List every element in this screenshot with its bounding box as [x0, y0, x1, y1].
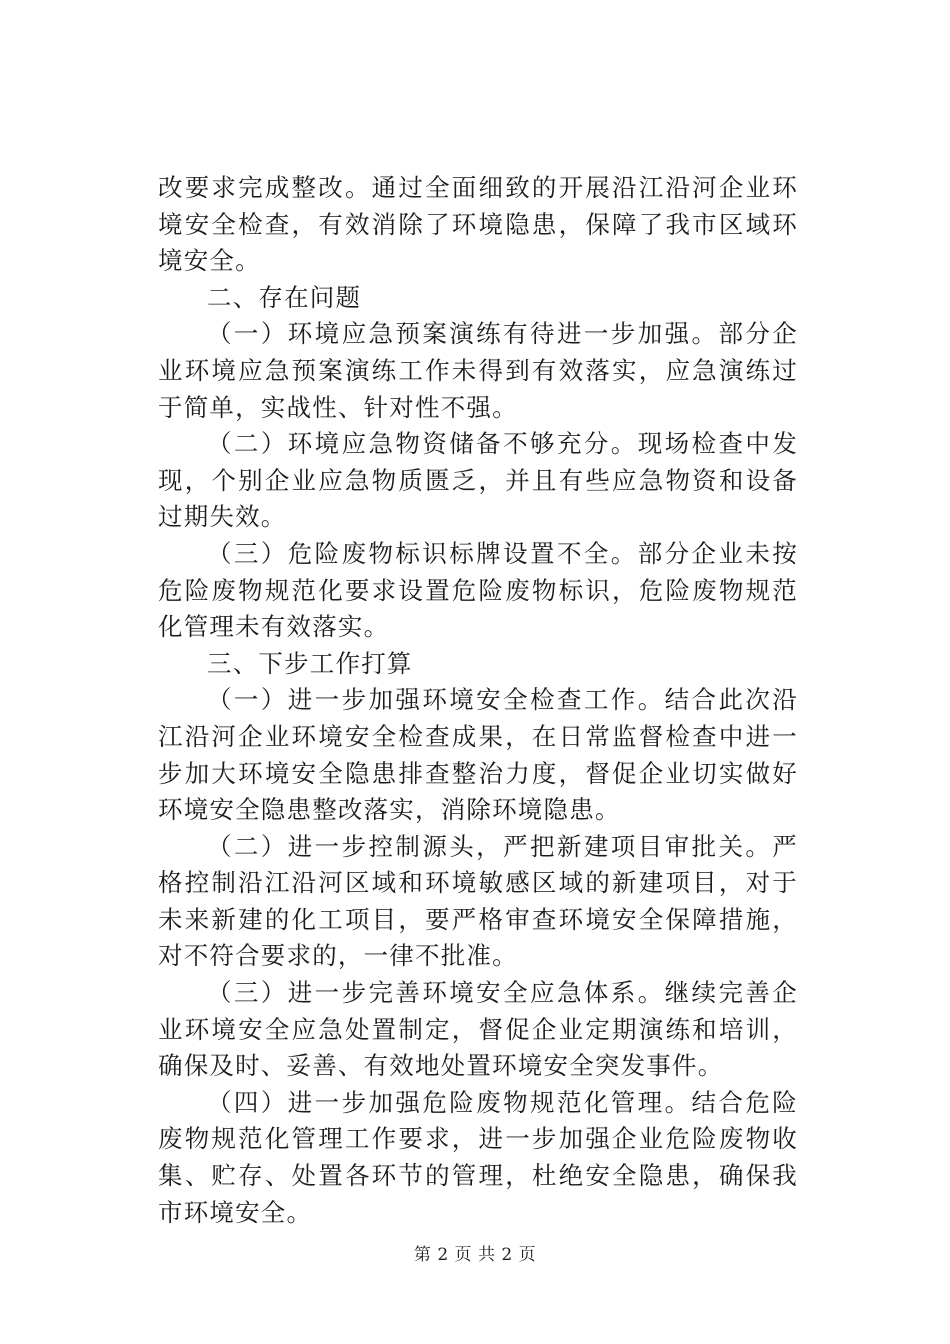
paragraph-problem-3: （三）危险废物标识标牌设置不全。部分企业未按危险废物规范化要求设置危险废物标识，危险废物规范化管理未有效落实。	[158, 538, 798, 642]
document-body	[158, 170, 798, 1231]
paragraph-plan-3: （三）进一步完善环境安全应急体系。继续完善企业环境安全应急处置制定，督促企业定期演练和培训，确保及时、妥善、有效地处置环境安全突发事件。	[158, 978, 798, 1081]
section-heading-problems: 二、存在问题	[207, 282, 362, 312]
paragraph-plan-1: （一）进一步加强环境安全检查工作。结合此次沿江沿河企业环境安全检查成果，在日常监督检查中进一步加大环境安全隐患排查整治力度，督促企业切实做好环境安全隐患整改落实，消除环境隐患。	[158, 685, 798, 825]
page-footer: 第 2 页 共 2 页	[413, 1245, 537, 1265]
paragraph-plan-4: （四）进一步加强危险废物规范化管理。结合危险废物规范化管理工作要求，进一步加强企业危险废物收集、贮存、处置各环节的管理，杜绝安全隐患，确保我市环境安全。	[158, 1087, 798, 1227]
paragraph-intro-continuation: 改要求完成整改。通过全面细致的开展沿江沿河企业环境安全检查，有效消除了环境隐患，保障了我市区域环境安全。	[158, 173, 798, 276]
paragraph-problem-2: （二）环境应急物资储备不够充分。现场检查中发现，个别企业应急物质匮乏，并且有些应急物资和设备过期失效。	[158, 429, 798, 532]
paragraph-plan-2: （二）进一步控制源头，严把新建项目审批关。严格控制沿江沿河区域和环境敏感区域的新建项目，对于未来新建的化工项目，要严格审查环境安全保障措施，对不符合要求的，一律不批准。	[158, 831, 798, 971]
section-heading-next-steps: 三、下步工作打算	[207, 648, 413, 678]
paragraph-problem-1: （一）环境应急预案演练有待进一步加强。部分企业环境应急预案演练工作未得到有效落实，应急演练过于简单，实战性、针对性不强。	[158, 319, 798, 422]
